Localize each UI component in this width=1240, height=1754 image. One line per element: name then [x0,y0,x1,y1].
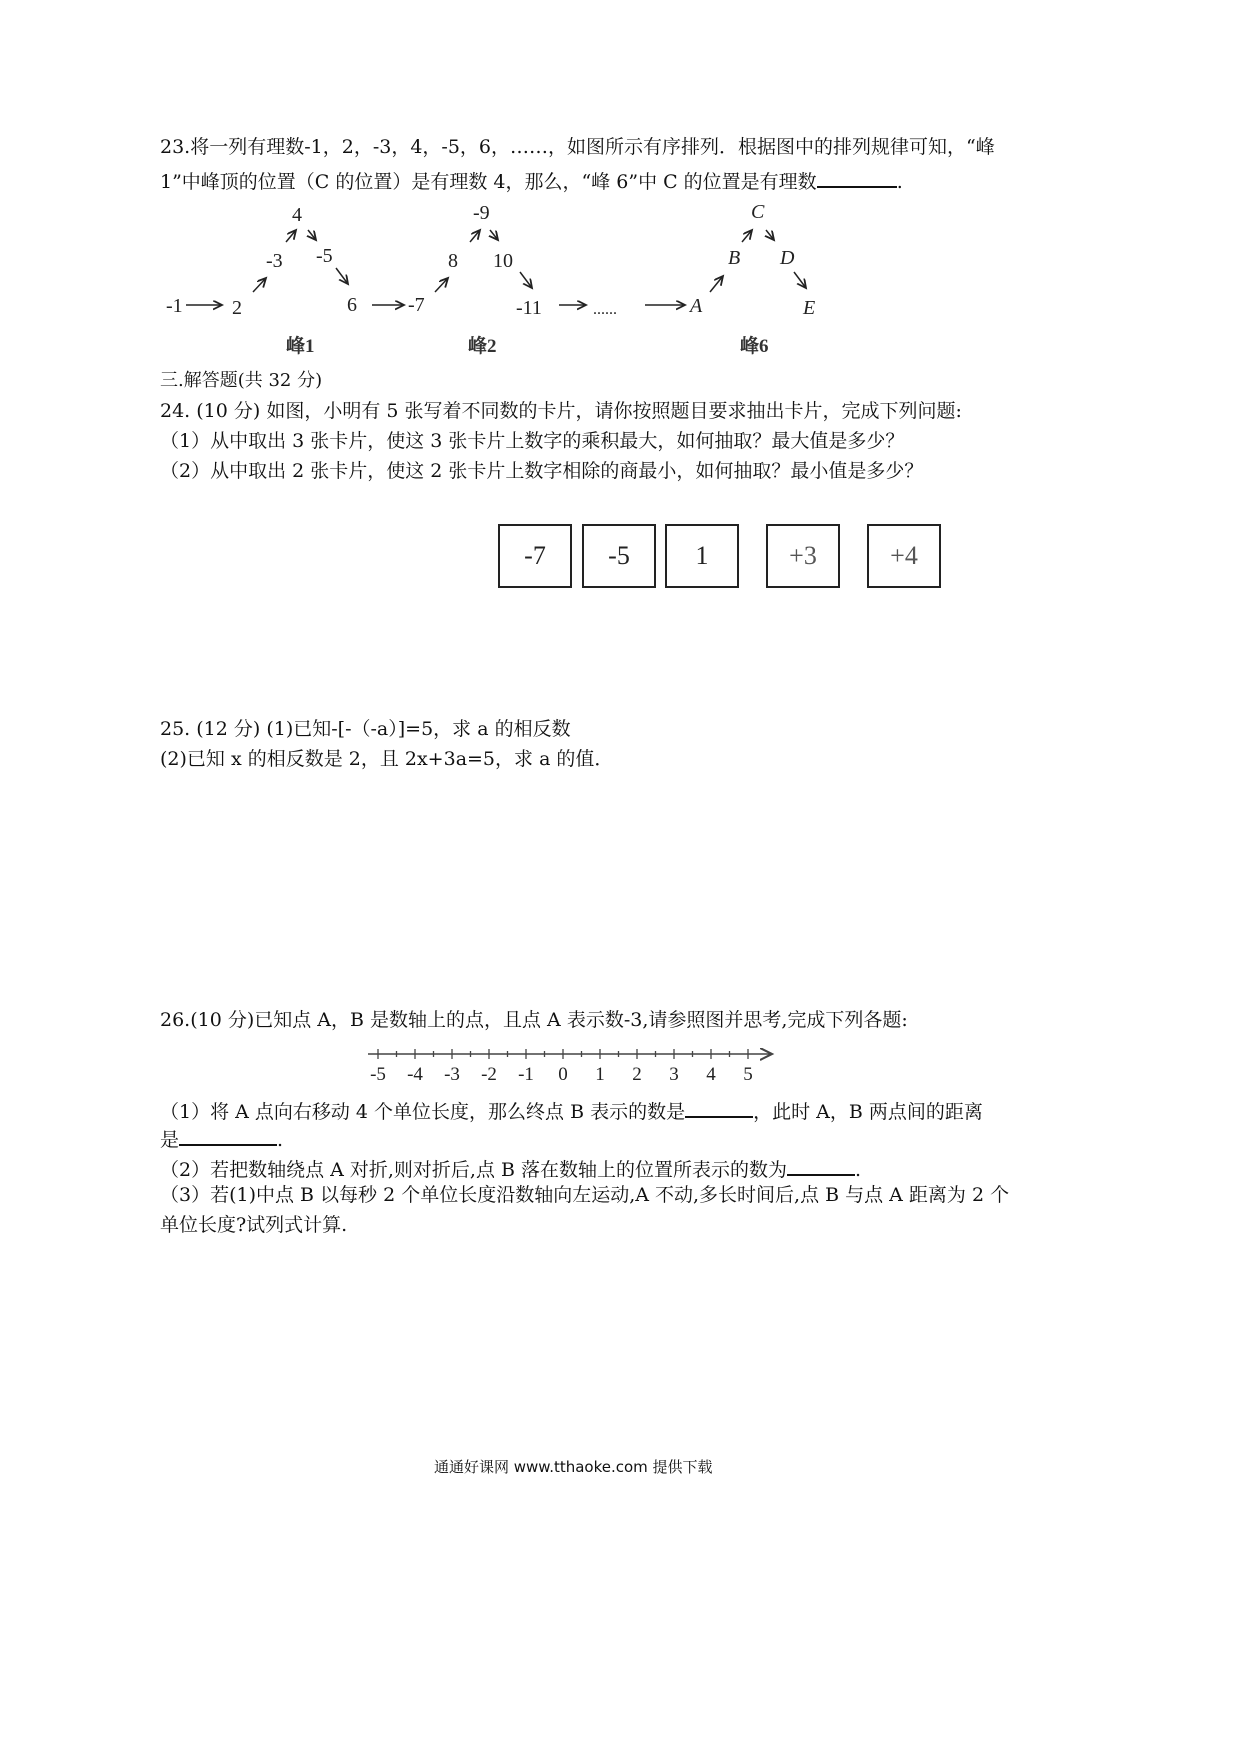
arrow-up [286,230,296,242]
q26-part3: （3）若(1)中点 B 以每秒 2 个单位长度沿数轴向左运动,A 不动,多长时间后,点 B 与点 A 距离为 2 个 [160,1184,1010,1206]
arrow-down [794,272,806,288]
q23-answer-blank[interactable] [817,166,897,188]
q23-line2-text: 1”中峰顶的位置（C 的位置）是有理数 4，那么，“峰 6”中 C 的位置是有理数 [160,171,817,193]
num-m3: -3 [266,250,283,272]
axis-tick-label: 0 [558,1064,568,1084]
q24-part1: （1）从中取出 3 张卡片，使这 3 张卡片上数字的乘积最大，如何抽取？最大值是多少？ [160,430,905,452]
peak1-label: 峰1 [286,336,315,357]
axis-tick-label: -5 [370,1064,386,1084]
number-line [360,1040,780,1084]
arrow-up [710,276,723,292]
arrow-down [766,230,774,240]
q26-part2-end: . [855,1159,862,1181]
num-2: 2 [232,297,242,319]
q26-part3-cont: 单位长度?试列式计算. [160,1214,348,1236]
arrow-down [336,268,348,284]
q26-part1-text: （1）将 A 点向右移动 4 个单位长度，那么终点 B 表示的数是 [160,1101,686,1123]
label-a: A [690,295,703,317]
q23-line1: 23.将一列有理数-1，2，-3，4，-5，6，……，如图所示有序排列．根据图中的排列规律可知，“峰 [160,136,995,158]
num-8: 8 [448,250,458,272]
label-b: B [728,247,741,269]
axis-tick-label: 4 [706,1064,716,1084]
q26-part1-cont [160,1124,283,1153]
peak-diagram [150,196,870,361]
axis-tick-label: -2 [481,1064,497,1084]
arrow-down [520,272,532,288]
q24-line1: 24. (10 分) 如图，小明有 5 张写着不同数的卡片，请你按照题目要求抽出卡片，完成下列问题: [160,400,962,422]
q26-line1: 26.(10 分)已知点 A，B 是数轴上的点，且点 A 表示数-3,请参照图并思考,完成下列各题: [160,1009,908,1031]
num-m9: -9 [473,202,490,224]
q26-answer-blank-2[interactable] [179,1124,277,1146]
section-heading: 三.解答题(共 32 分) [160,370,323,391]
num-10: 10 [493,250,513,272]
axis-tick-label: -4 [407,1064,423,1084]
q26-part1-text3: 是 [160,1129,180,1151]
q25-part1: 25. (12 分) (1)已知-[-（-a）]=5，求 a 的相反数 [160,718,571,740]
card: +3 [766,524,840,588]
q25-part2: (2)已知 x 的相反数是 2，且 2x+3a=5，求 a 的值． [160,748,614,770]
num-m7: -7 [408,294,425,316]
num-m5: -5 [316,245,333,267]
card: -5 [582,524,656,588]
arrow-up [470,230,480,242]
q23-line2-end: . [896,171,903,193]
num-m1: -1 [166,295,183,317]
q26-part1-text2: ，此时 A，B 两点间的距离 [753,1101,983,1123]
footer-credit: 通通好课网 www.tthaoke.com 提供下载 [434,1458,713,1476]
axis-tick-label: -1 [518,1064,534,1084]
num-m11: -11 [516,297,542,319]
q26-answer-blank-1[interactable] [685,1096,753,1118]
peak2-label: 峰2 [468,336,497,357]
arrow-up [742,230,752,242]
arrow-up [253,278,266,292]
axis-tick-label: 2 [632,1064,642,1084]
q24-part2: （2）从中取出 2 张卡片，使这 2 张卡片上数字相除的商最小，如何抽取？最小值是多少？ [160,460,924,482]
num-6: 6 [347,294,357,316]
axis-tick-label: 5 [743,1064,753,1084]
num-4: 4 [292,204,302,226]
q26-part1-end: . [277,1129,284,1151]
card: -7 [498,524,572,588]
axis-tick-label: 3 [669,1064,679,1084]
q26-part2 [160,1154,861,1183]
axis-tick-label: 1 [595,1064,605,1084]
arrow-up [435,278,448,292]
label-d: D [780,247,795,269]
q23-line2 [160,166,903,195]
card: +4 [867,524,941,588]
card: 1 [665,524,739,588]
peak6-label: 峰6 [740,336,769,357]
arrow-down [490,230,498,240]
q26-part2-text: （2）若把数轴绕点 A 对折,则对折后,点 B 落在数轴上的位置所表示的数为 [160,1159,788,1181]
arrow-down [308,230,316,240]
axis-tick-label: -3 [444,1064,460,1084]
label-c: C [751,201,765,223]
q26-answer-blank-3[interactable] [787,1154,855,1176]
ellipsis: ...... [593,301,617,318]
q26-part1 [160,1096,983,1125]
label-e: E [803,297,816,319]
